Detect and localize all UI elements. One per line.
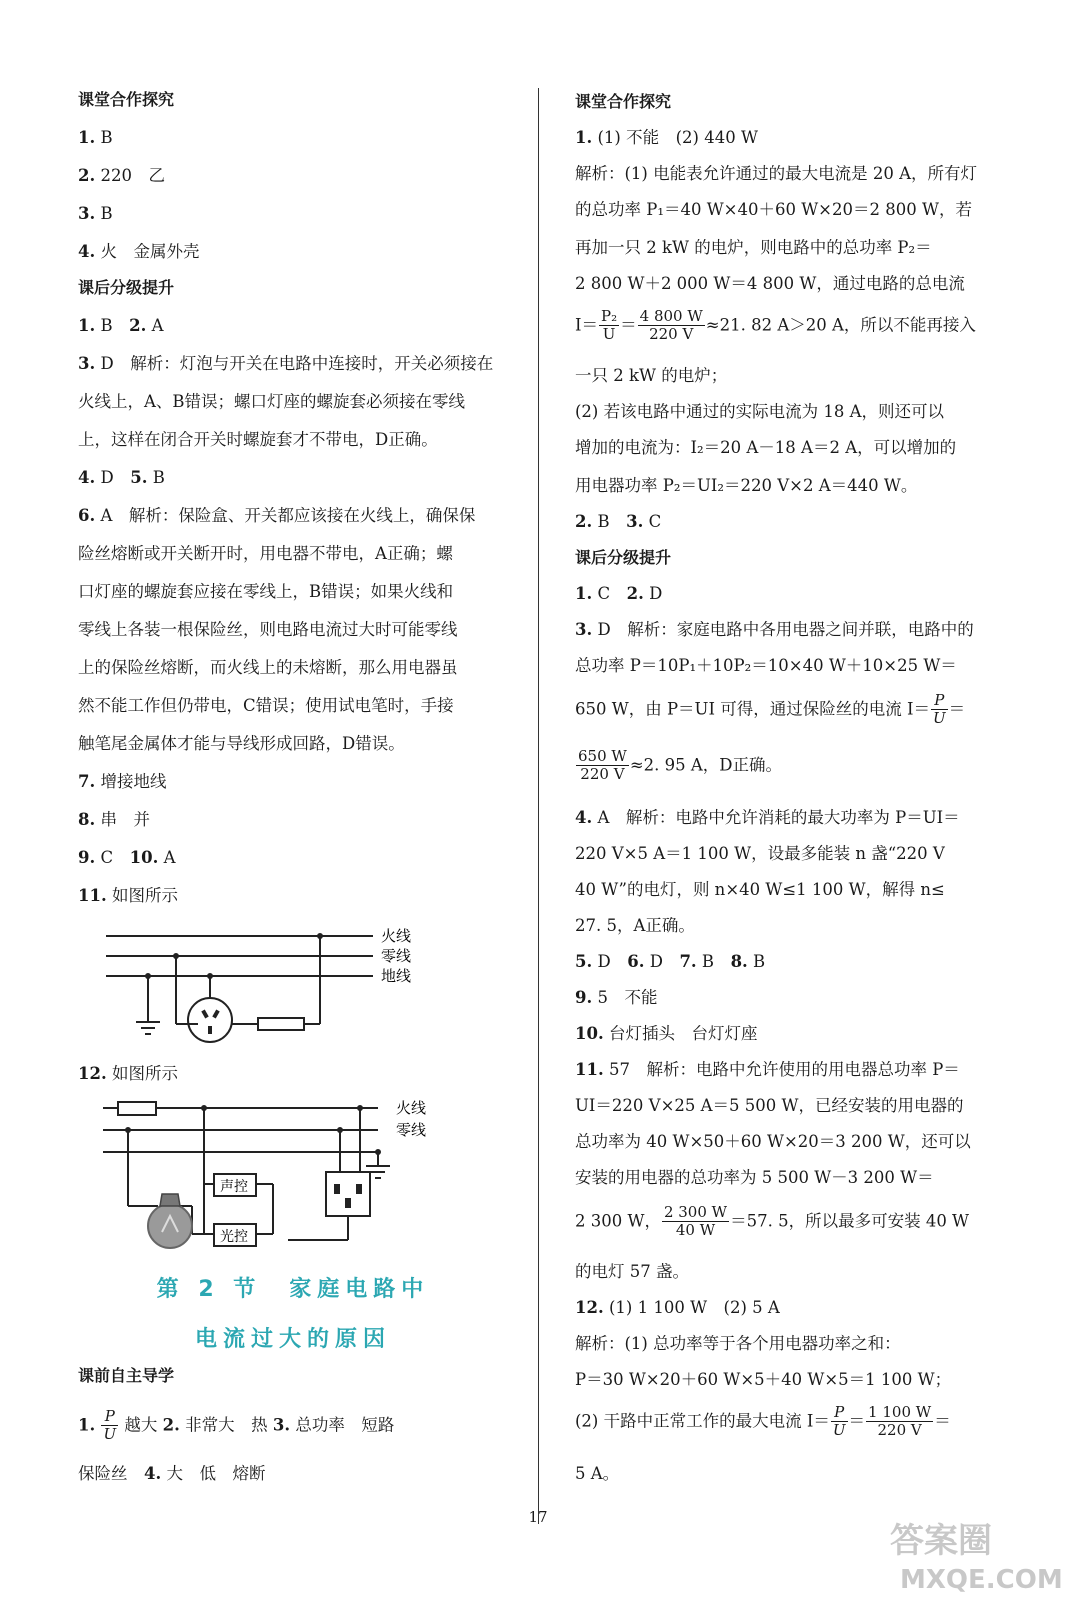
answer-line: 零线上各装一根保险丝，则电路电流过大时可能零线 <box>78 620 458 639</box>
answer-line: 40 W”的电灯，则 n×40 W≤1 100 W，解得 n≤ <box>575 880 945 899</box>
label-live: 火线 <box>396 1099 427 1117</box>
three-pin-socket <box>188 998 232 1042</box>
answer-line: $\frac{650 W}{220 V}$ ≈2. 95 A，D正确。 <box>578 747 783 784</box>
answer-line: 安装的用电器的总功率为 5 500 W－3 200 W＝ <box>575 1168 934 1187</box>
answer-line: 1. B <box>78 128 113 147</box>
answer-line: 增加的电流为：I₂＝20 A－18 A＝2 A，可以增加的 <box>575 438 957 457</box>
heading-kehou-left: 课后分级提升 <box>78 278 175 297</box>
answer-line: 9. C 10. A <box>78 848 176 867</box>
answer-line: 12. (1) 1 100 W (2) 5 A <box>575 1298 780 1317</box>
answer-line: I＝ $\frac{\text{P₂}}{U}$ ＝ $\frac{4 800 W}{220 V}$ ≈21. 82 A＞20 A，所以不能再接入 <box>575 307 976 344</box>
answer-line: 口灯座的螺旋套应接在零线上，B错误；如果火线和 <box>78 582 454 601</box>
answer-line: 解析：(1) 电能表允许通过的最大电流是 20 A，所有灯 <box>575 164 978 183</box>
answer-line: 火线上，A、B错误；螺口灯座的螺旋套必须接在零线 <box>78 392 466 411</box>
fuse <box>258 1018 304 1030</box>
answer-line: 4. A 解析：电路中允许消耗的最大功率为 P＝UI＝ <box>575 808 960 827</box>
answer-line: 上的保险丝熔断，而火线上的未熔断，那么用电器虽 <box>78 658 458 677</box>
answer-line: (2) 干路中正常工作的最大电流 I＝ $\frac{P}{U}$ ＝ $\frac{1 100 W}{220 V}$ ＝ <box>575 1403 951 1440</box>
answer-line: UI＝220 V×25 A＝5 500 W，已经安装的用电器的 <box>575 1096 964 1115</box>
answer-line: 6. A 解析：保险盒、开关都应该接在火线上，确保保 <box>78 506 476 525</box>
answer-line: 8. 串 并 <box>78 810 150 829</box>
answer-line: 再加一只 2 kW 的电炉，则电路中的总功率 P₂＝ <box>575 238 932 257</box>
watermark-logo <box>880 1510 1070 1595</box>
answer-line: 4. 火 金属外壳 <box>78 242 200 261</box>
answer-line: 用电器功率 P₂＝UI₂＝220 V×2 A＝440 W。 <box>575 476 918 495</box>
answer-line: 的电灯 57 盏。 <box>575 1262 689 1281</box>
page-number: 17 <box>528 1508 548 1526</box>
answer-line: 650 W，由 P＝UI 可得，通过保险丝的电流 I＝ $\frac{P}{U}$ ＝ <box>575 691 966 728</box>
label-ground: 地线 <box>381 967 412 985</box>
answer-line: 12. 如图所示 <box>78 1064 178 1083</box>
answer-line: 27. 5，A正确。 <box>575 916 695 935</box>
answer-line: 7. 增接地线 <box>78 772 167 791</box>
answer-line: 触笔尾金属体才能与导线形成回路，D错误。 <box>78 734 405 753</box>
circuit-diagram-12 <box>98 1094 478 1254</box>
socket-box <box>326 1172 370 1216</box>
answer-line: 220 V×5 A＝1 100 W，设最多能装 n 盏“220 V <box>575 844 945 863</box>
section-title-line1: 第 2 节 家庭电路中 <box>156 1277 430 1302</box>
answer-line: 3. D 解析：灯泡与开关在电路中连接时，开关必须接在 <box>78 354 494 373</box>
answer-line: 2. B 3. C <box>575 512 662 531</box>
answer-line: 4. D 5. B <box>78 468 165 487</box>
circuit-diagram-11 <box>98 922 458 1052</box>
answer-line: 解析：(1) 总功率等于各个用电器功率之和： <box>575 1334 901 1353</box>
label-sound-control: 声控 <box>220 1179 248 1195</box>
heading-keqian: 课前自主导学 <box>78 1366 175 1385</box>
answer-line: 10. 台灯插头 台灯灯座 <box>575 1024 758 1043</box>
answer-line: 上，这样在闭合开关时螺旋套才不带电，D正确。 <box>78 430 438 449</box>
label-neutral: 零线 <box>396 1121 427 1139</box>
section-title-line2: 电流过大的原因 <box>194 1327 391 1352</box>
answer-line: 2. 220 乙 <box>78 166 165 185</box>
heading-ketang-left: 课堂合作探究 <box>78 90 175 109</box>
answer-line: 11. 57 解析：电路中允许使用的用电器总功率 P＝ <box>575 1060 960 1079</box>
answer-line: 3. B <box>78 204 113 223</box>
answer-line: 一只 2 kW 的电炉； <box>575 366 728 385</box>
answer-line: P＝30 W×20＋60 W×5＋40 W×5＝1 100 W； <box>575 1370 952 1389</box>
column-divider <box>538 88 539 1524</box>
lamp-icon <box>148 1194 192 1248</box>
heading-ketang-right: 课堂合作探究 <box>575 92 672 111</box>
answer-line: 保险丝 4. 大 低 熔断 <box>78 1464 266 1483</box>
label-live: 火线 <box>381 927 412 945</box>
answer-line: 险丝熔断或开关断开时，用电器不带电，A正确；螺 <box>78 544 453 563</box>
label-light-control: 光控 <box>220 1229 248 1245</box>
answer-line: 总功率为 40 W×50＋60 W×20＝3 200 W，还可以 <box>575 1132 971 1151</box>
answer-line: (2) 若该电路中通过的实际电流为 18 A，则还可以 <box>575 402 945 421</box>
answer-line: 9. 5 不能 <box>575 988 658 1007</box>
label-neutral: 零线 <box>381 947 412 965</box>
svg-text:MXQE.COM: MXQE.COM <box>900 1565 1063 1595</box>
svg-text:答案圈: 答案圈 <box>890 1521 992 1561</box>
answer-line: 1. C 2. D <box>575 584 663 603</box>
answer-line: 的总功率 P₁＝40 W×40＋60 W×20＝2 800 W，若 <box>575 200 972 219</box>
answer-line: 3. D 解析：家庭电路中各用电器之间并联，电路中的 <box>575 620 974 639</box>
answer-line: 2 300 W， $\frac{2 300 W}{40 W}$ ＝57. 5，所以最多可安装 40 W <box>575 1203 970 1240</box>
answer-line: 1. B 2. A <box>78 316 164 335</box>
answer-line: 1. $\frac{P}{U}$ 越大 2. 非常大 热 3. 总功率 短路 <box>78 1407 395 1444</box>
answer-line: 总功率 P＝10P₁＋10P₂＝10×40 W＋10×25 W＝ <box>575 656 957 675</box>
answer-line: 11. 如图所示 <box>78 886 178 905</box>
answer-line: 5 A。 <box>575 1464 620 1483</box>
answer-line: 5. D 6. D 7. B 8. B <box>575 952 766 971</box>
heading-kehou-right: 课后分级提升 <box>575 548 672 567</box>
answer-line: 2 800 W＋2 000 W＝4 800 W，通过电路的总电流 <box>575 274 965 293</box>
fuse <box>118 1102 156 1115</box>
answer-line: 1. (1) 不能 (2) 440 W <box>575 128 758 147</box>
answer-line: 然不能工作但仍带电，C错误；使用试电笔时，手接 <box>78 696 454 715</box>
